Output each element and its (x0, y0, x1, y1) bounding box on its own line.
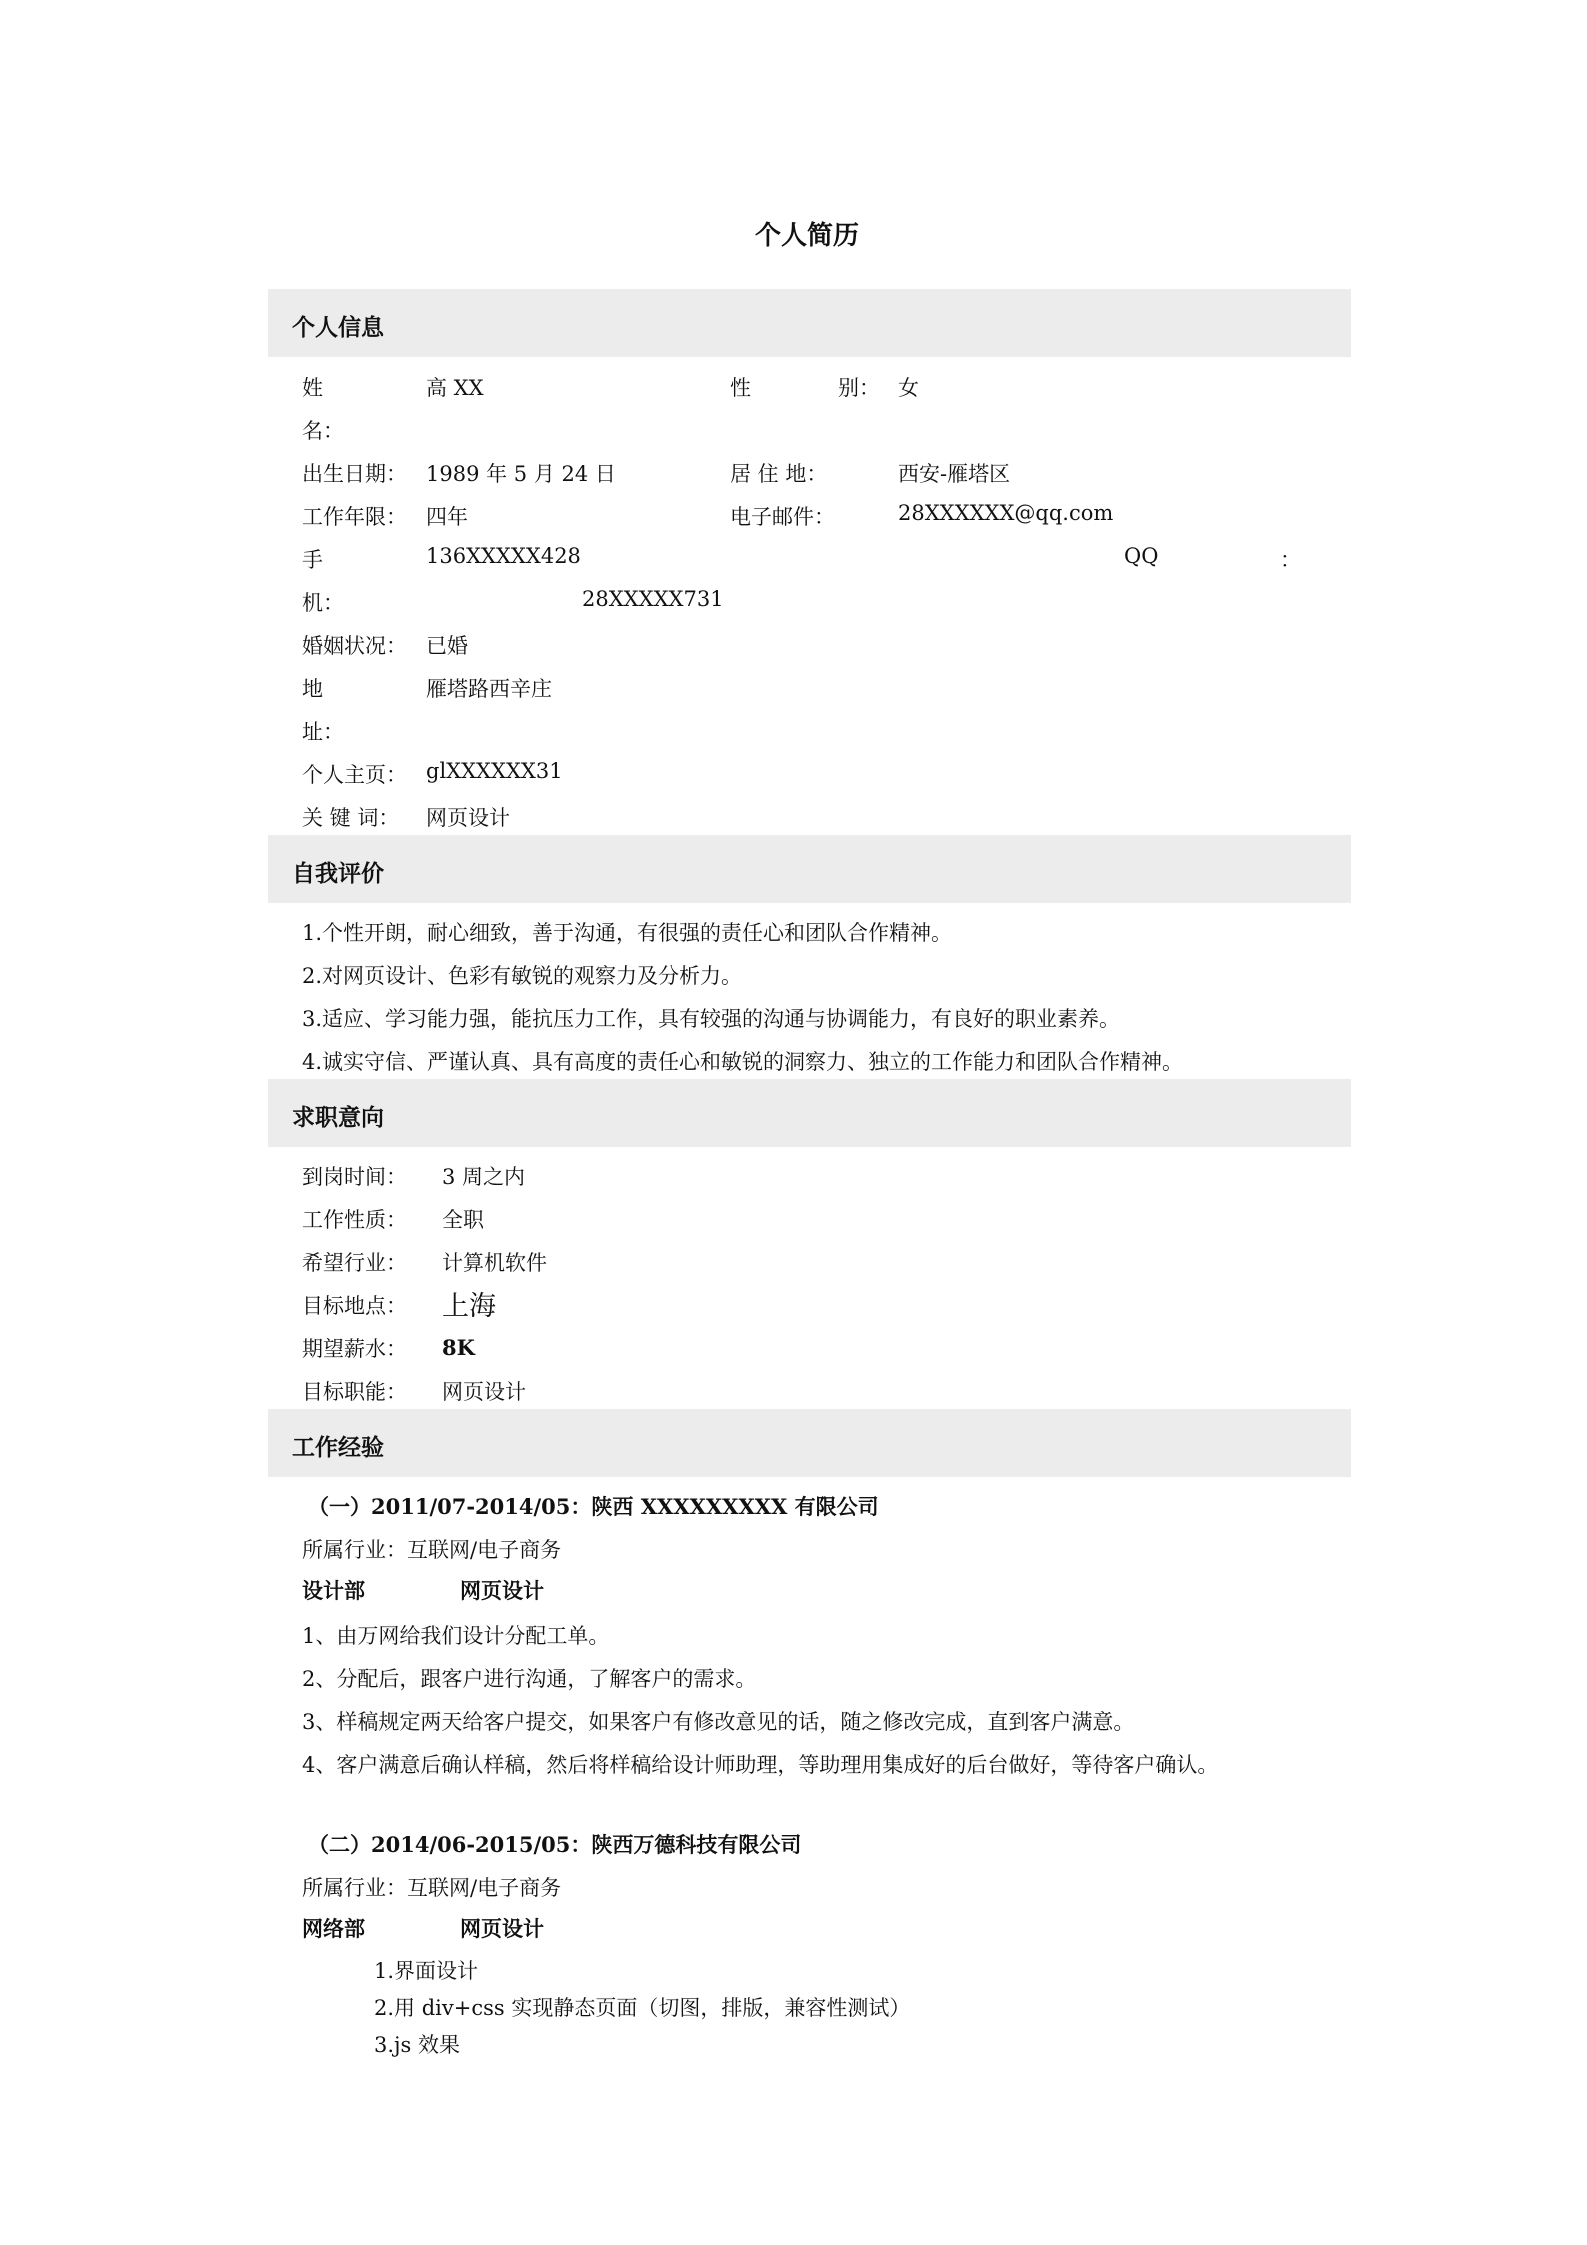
job-department: 网络部 (302, 1916, 365, 1941)
name-label-cont: 名： (302, 419, 344, 443)
arrival-label: 到岗时间： (302, 1165, 407, 1189)
duty-item: 1、由万网给我们设计分配工单。 (302, 1624, 610, 1648)
birth-value: 1989 年 5 月 24 日 (426, 462, 616, 486)
duty-item: 1.界面设计 (374, 1959, 479, 1983)
duty-item: 4、客户满意后确认样稿，然后将样稿给设计师助理，等助理用集成好的后台做好，等待客户确认。 (302, 1753, 1219, 1777)
arrival-value: 3 周之内 (442, 1165, 526, 1189)
marital-label: 婚姻状况： (302, 634, 407, 658)
section-title: 工作经验 (292, 1434, 384, 1461)
position-label: 目标职能： (302, 1380, 407, 1404)
homepage-label: 个人主页： (302, 763, 407, 787)
duty-item: 3.js 效果 (374, 2033, 460, 2057)
location-value: 上海 (442, 1291, 496, 1322)
list-item: 3.适应、学习能力强，能抗压力工作，具有较强的沟通与协调能力，有良好的职业素养。 (302, 1007, 1121, 1031)
job-industry: 所属行业：互联网/电子商务 (302, 1876, 562, 1900)
gender-value: 女 (898, 376, 919, 400)
job-industry: 所属行业：互联网/电子商务 (302, 1538, 562, 1562)
phone-label: 手 (302, 548, 323, 572)
salary-value: 8K (442, 1335, 475, 1360)
section-header-job-intention (268, 1079, 1351, 1147)
duty-item: 3、样稿规定两天给客户提交，如果客户有修改意见的话，随之修改完成，直到客户满意。 (302, 1710, 1135, 1734)
job-heading: （二）2014/06-2015/05：陕西万德科技有限公司 (308, 1832, 802, 1857)
job-role: 网页设计 (460, 1916, 544, 1941)
address-label-cont: 址： (302, 720, 344, 744)
birth-label: 出生日期： (302, 462, 407, 486)
job-heading: （一）2011/07-2014/05：陕西 XXXXXXXXX 有限公司 (308, 1494, 879, 1519)
name-value: 高 XX (426, 376, 484, 400)
location-label: 目标地点： (302, 1294, 407, 1318)
section-title: 个人信息 (292, 314, 384, 341)
job-role: 网页设计 (460, 1578, 544, 1603)
industry-value: 计算机软件 (442, 1251, 547, 1275)
keywords-label: 关 键 词： (302, 806, 400, 830)
duty-item: 2.用 div+css 实现静态页面（切图，排版，兼容性测试） (374, 1996, 911, 2020)
list-item: 2.对网页设计、色彩有敏锐的观察力及分析力。 (302, 964, 743, 988)
section-header-personal (268, 289, 1351, 357)
keywords-value: 网页设计 (426, 806, 510, 830)
section-header-self-evaluation (268, 835, 1351, 903)
type-label: 工作性质： (302, 1208, 407, 1232)
position-value: 网页设计 (442, 1380, 526, 1404)
list-item: 4.诚实守信、严谨认真、具有高度的责任心和敏锐的洞察力、独立的工作能力和团队合作精神。 (302, 1050, 1184, 1074)
section-title: 求职意向 (292, 1104, 384, 1131)
industry-label: 希望行业： (302, 1251, 407, 1275)
name-label: 姓 (302, 376, 323, 400)
gender-label: 性 (730, 376, 751, 400)
residence-label: 居 住 地： (730, 462, 828, 486)
section-title: 自我评价 (292, 860, 384, 887)
years-label: 工作年限： (302, 505, 407, 529)
duty-item: 2、分配后，跟客户进行沟通，了解客户的需求。 (302, 1667, 757, 1691)
homepage-value: glXXXXXX31 (426, 759, 563, 783)
address-label: 地 (302, 677, 323, 701)
qq-value: 28XXXXX731 (582, 587, 724, 611)
qq-label: QQ (1124, 544, 1159, 568)
list-item: 1.个性开朗，耐心细致，善于沟通，有很强的责任心和团队合作精神。 (302, 921, 953, 945)
residence-value: 西安-雁塔区 (898, 462, 1011, 486)
salary-label: 期望薪水： (302, 1337, 407, 1361)
years-value: 四年 (426, 505, 468, 529)
section-header-work-experience (268, 1409, 1351, 1477)
type-value: 全职 (442, 1208, 484, 1232)
gender-label-cont: 别： (838, 376, 880, 400)
marital-value: 已婚 (426, 634, 468, 658)
email-value: 28XXXXXX@qq.com (898, 501, 1114, 525)
address-value: 雁塔路西辛庄 (426, 677, 552, 701)
page-title: 个人简历 (755, 221, 860, 251)
qq-colon: ： (1280, 548, 1301, 572)
job-department: 设计部 (302, 1578, 365, 1603)
email-label: 电子邮件： (730, 505, 835, 529)
phone-label-cont: 机： (302, 591, 344, 615)
phone-value: 136XXXXX428 (426, 544, 581, 568)
